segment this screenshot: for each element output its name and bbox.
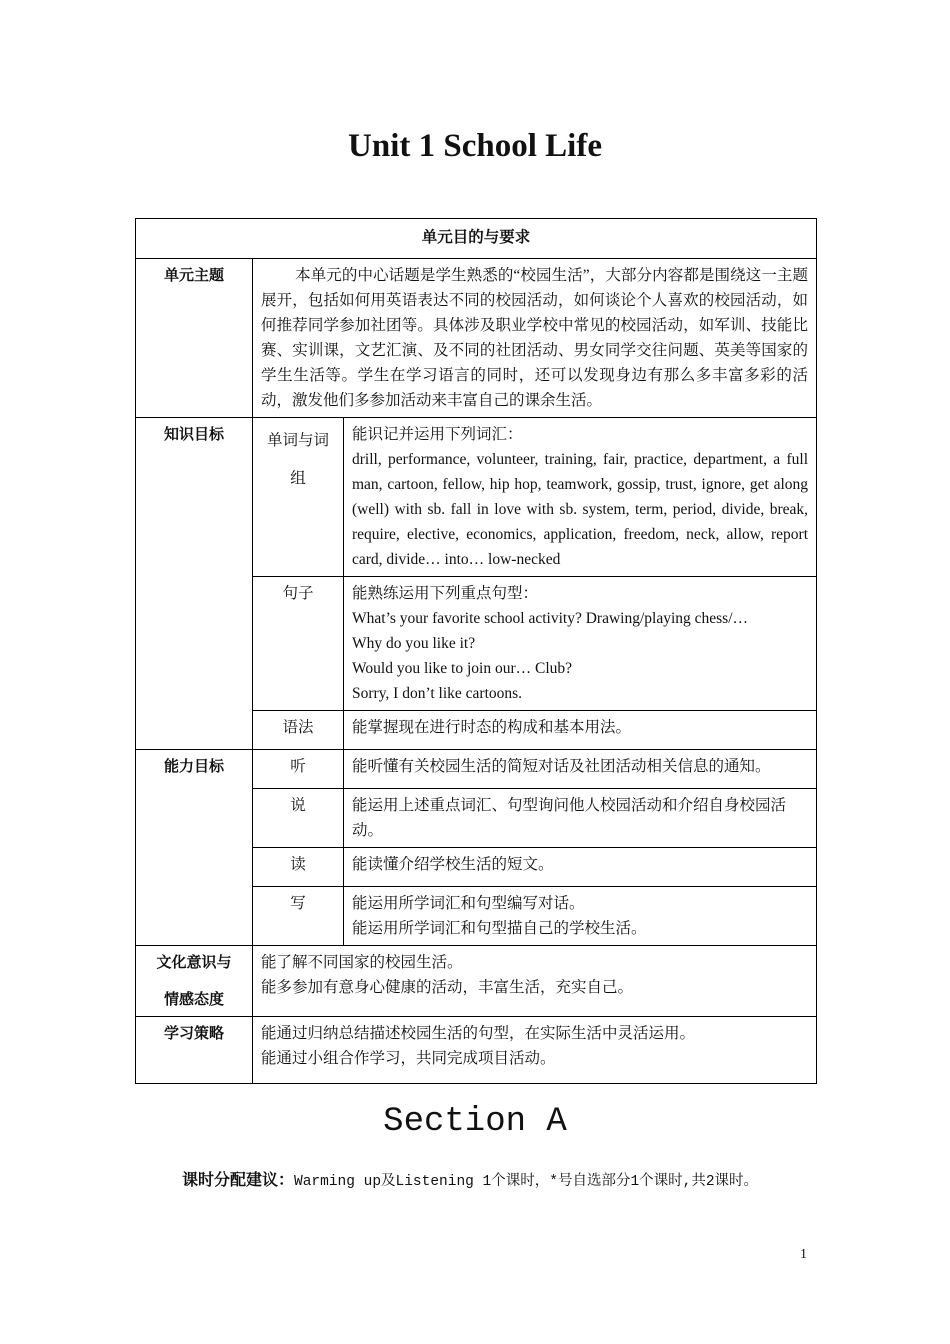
- vocab-cell: [344, 418, 817, 577]
- vocab-label: 单词与词组: [253, 418, 344, 577]
- culture-label-line: 情感态度: [163, 990, 224, 1008]
- sentence-item: What’s your favorite school activity? Drawing/playing chess/…: [352, 610, 749, 627]
- culture-label: [136, 946, 253, 1017]
- ability-label: 能力目标: [136, 750, 253, 946]
- table-header: 单元目的与要求: [136, 219, 817, 259]
- strategy-line: 能通过小组合作学习，共同完成项目活动。: [261, 1050, 556, 1067]
- listen-label: 听: [253, 750, 344, 789]
- advice-label: 课时分配建议：: [182, 1170, 295, 1189]
- speak-text: 能运用上述重点词汇、句型询问他人校园活动和介绍自身校园活动。: [344, 789, 817, 848]
- write-label: 写: [253, 887, 344, 946]
- strategy-line: 能通过归纳总结描述校园生活的句型，在实际生活中灵活运用。: [261, 1025, 696, 1042]
- vocab-intro: 能识记并运用下列词汇：: [352, 426, 523, 443]
- culture-line: 能了解不同国家的校园生活。: [261, 954, 463, 971]
- write-line: 能运用所学词汇和句型描自己的学校生活。: [352, 920, 647, 937]
- page-number: 1: [800, 1247, 807, 1262]
- strategy-label: 学习策略: [136, 1017, 253, 1084]
- knowledge-label: 知识目标: [136, 418, 253, 750]
- unit-objectives-table: [135, 218, 817, 1084]
- section-title: Section A: [383, 1103, 567, 1141]
- theme-text: 本单元的中心话题是学生熟悉的“校园生活”，大部分内容都是围绕这一主题展开，包括如何用英语表达不同的校园活动，如何谈论个人喜欢的校园活动，如何推荐同学参加社团等。具体涉及职业学校中常见的校园活动，如军训、技能比赛、实训课，文艺汇演、及不同的社团活动、男女同学交往问题、英美等国家的学生生活等。学生在学习语言的同时，还可以发现身边有那么多丰富多彩的活动，激发他们多参加活动来丰富自己的课余生活。: [261, 267, 809, 409]
- strategy-row: [136, 1017, 817, 1084]
- sentence-item: Would you like to join our… Club?: [352, 660, 573, 677]
- vocab-words: drill, performance, volunteer, training, fair, practice, department, a full man, cartoon, fellow, hip hop, teamwork, gossip, trust, ignore, get along (well) with sb. fall in love with sb. system, term, period, divide, break, require, elective, economics, application, freedom, neck, allow, report card, divide… into… low-necked: [352, 451, 809, 568]
- strategy-cell: [253, 1017, 817, 1084]
- grammar-text: 能掌握现在进行时态的构成和基本用法。: [344, 711, 817, 750]
- sentence-cell: [344, 577, 817, 711]
- knowledge-vocab-row: [136, 418, 817, 577]
- read-label: 读: [253, 848, 344, 887]
- advice-text: Warming up及Listening 1个课时，*号自选部分1个课时,共2课时。: [294, 1174, 759, 1190]
- read-text: 能读懂介绍学校生活的短文。: [344, 848, 817, 887]
- sentence-label: 句子: [253, 577, 344, 711]
- culture-line: 能多参加有意身心健康的活动，丰富生活，充实自己。: [261, 979, 634, 996]
- theme-text-cell: [253, 259, 817, 418]
- listen-text: 能听懂有关校园生活的简短对话及社团活动相关信息的通知。: [344, 750, 817, 789]
- culture-row: [136, 946, 817, 1017]
- culture-cell: [253, 946, 817, 1017]
- page-title: Unit 1 School Life: [348, 128, 602, 164]
- write-line: 能运用所学词汇和句型编写对话。: [352, 895, 585, 912]
- speak-label: 说: [253, 789, 344, 848]
- ability-listen-row: [136, 750, 817, 789]
- theme-row: [136, 259, 817, 418]
- sentence-intro: 能熟练运用下列重点句型：: [352, 585, 539, 602]
- grammar-label: 语法: [253, 711, 344, 750]
- sentence-item: Sorry, I don’t like cartoons.: [352, 685, 523, 702]
- culture-label-line: 文化意识与: [156, 953, 232, 971]
- theme-label: 单元主题: [136, 259, 253, 418]
- write-cell: [344, 887, 817, 946]
- sentence-item: Why do you like it?: [352, 635, 476, 652]
- table-header-row: [136, 219, 817, 259]
- lesson-advice: [182, 1167, 758, 1190]
